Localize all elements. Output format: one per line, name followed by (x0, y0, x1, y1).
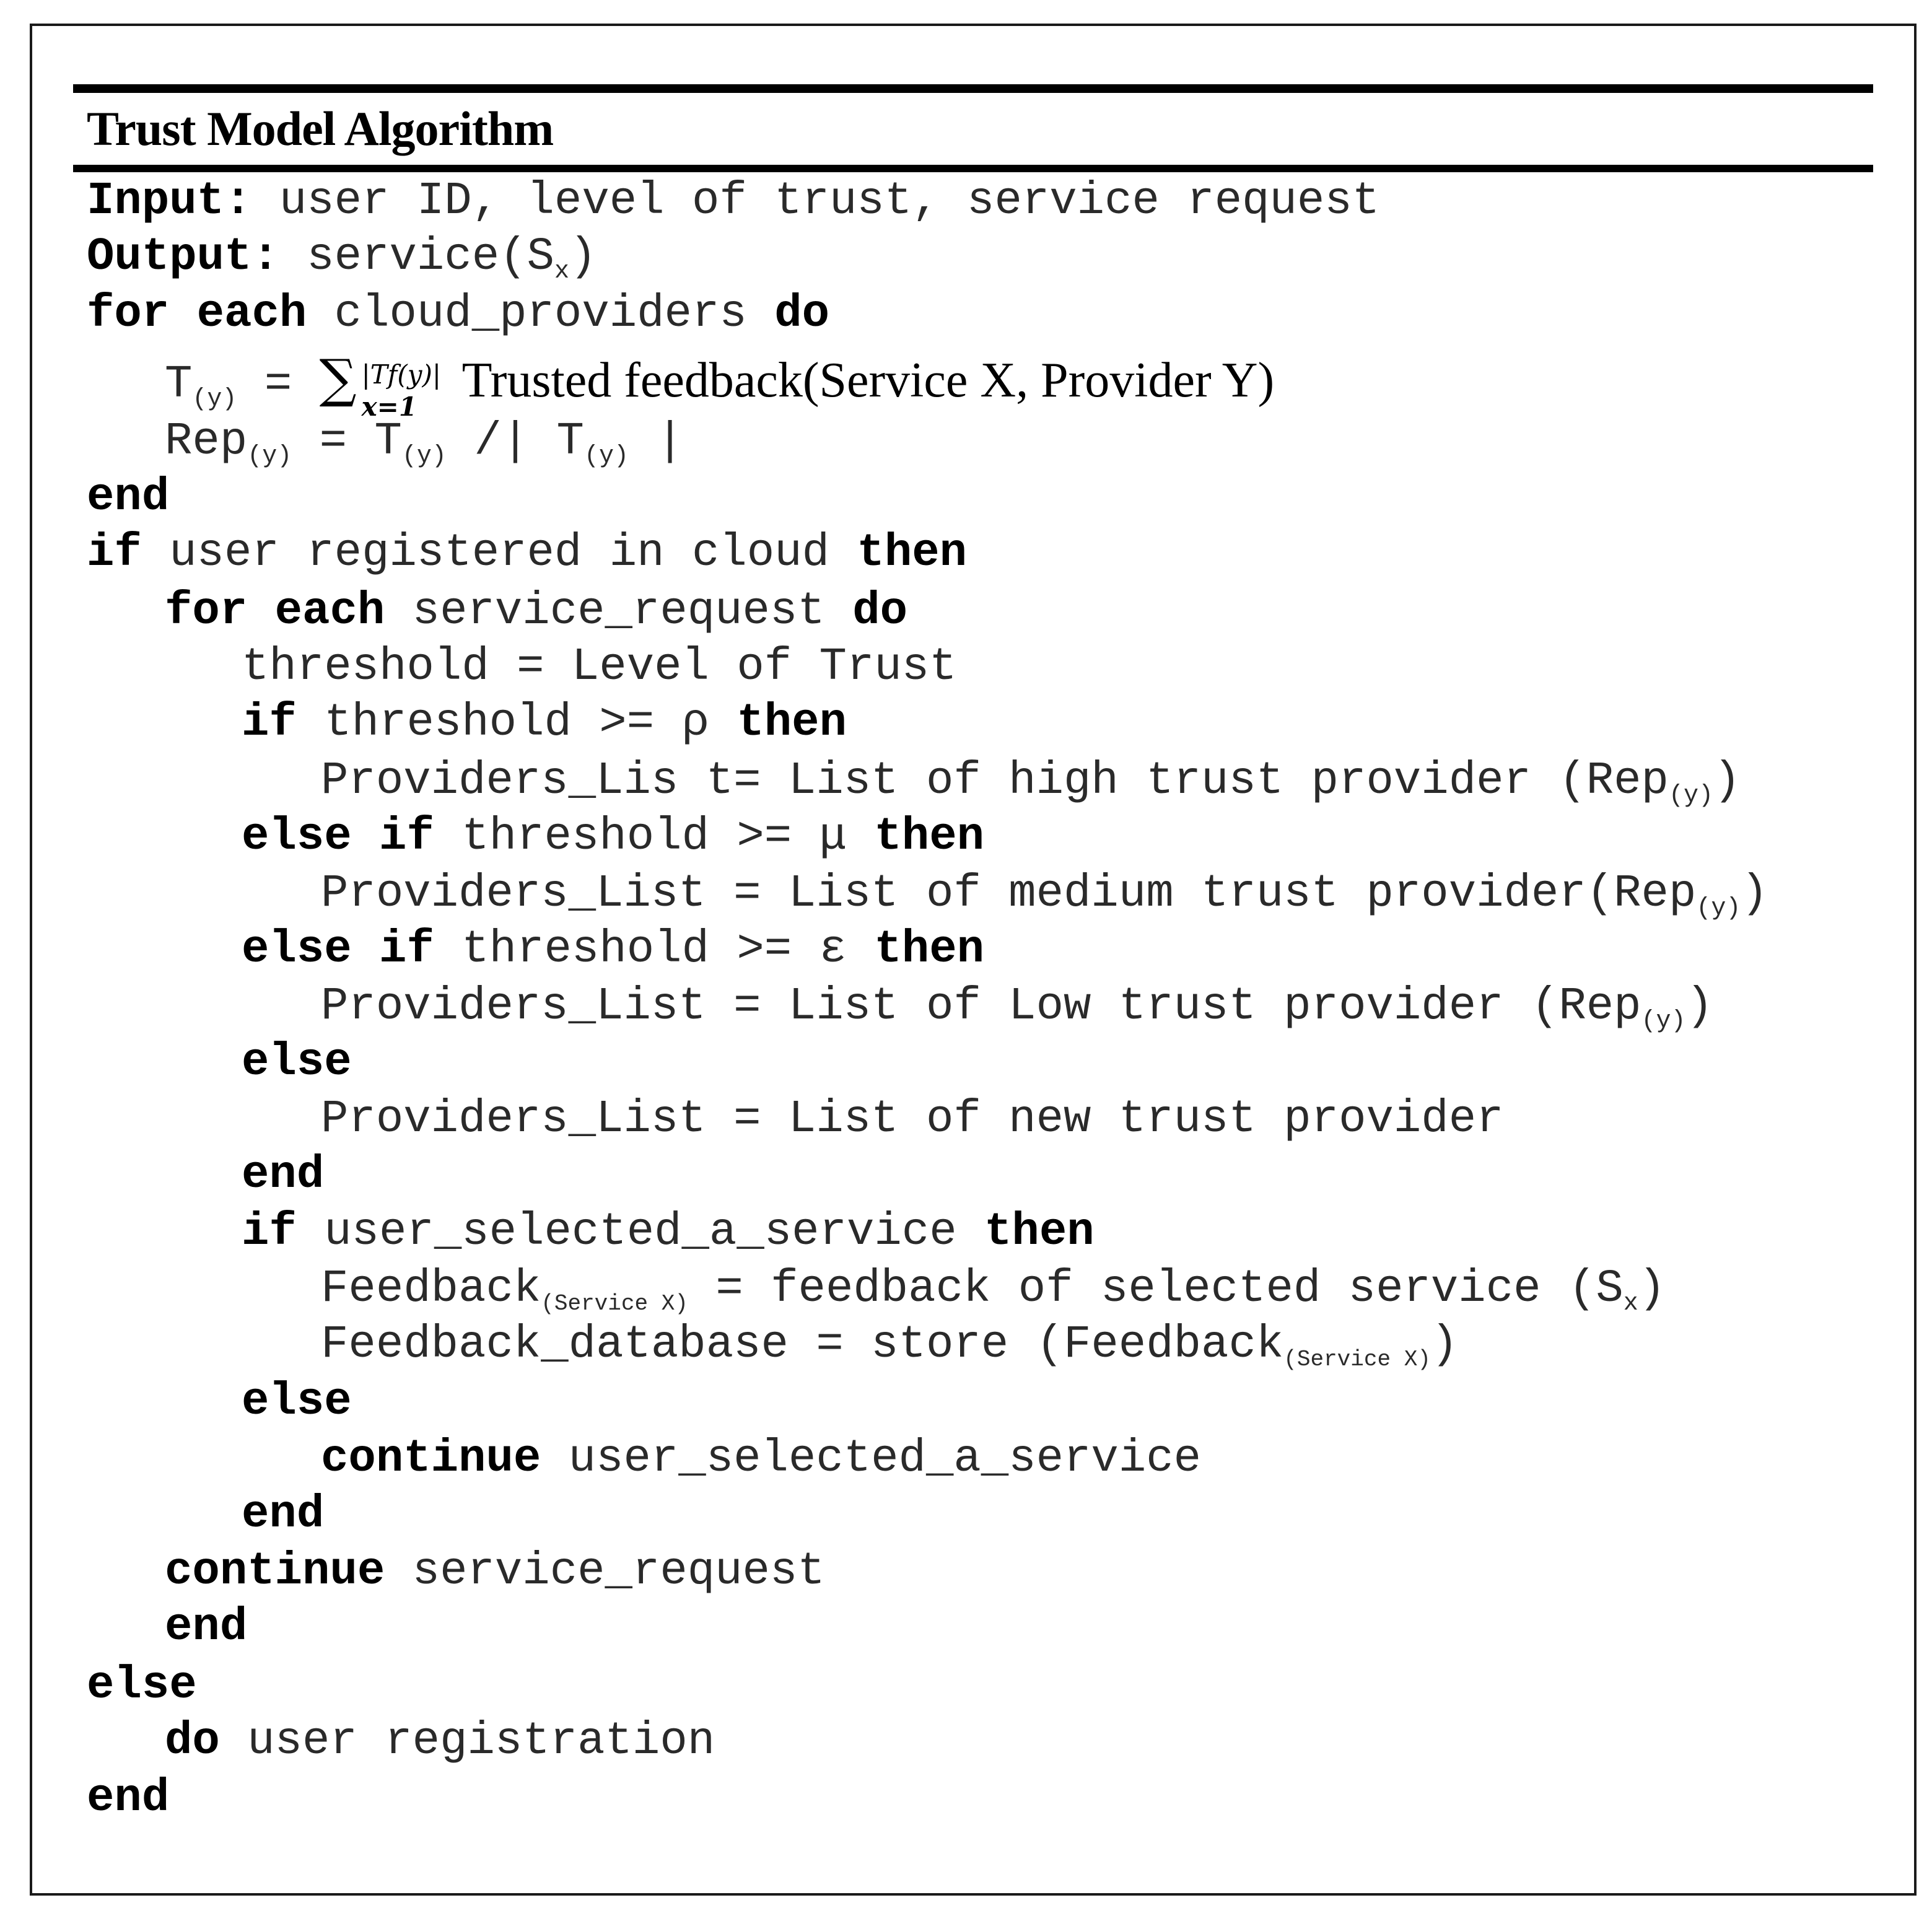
y-subscript: (y) (1668, 782, 1713, 810)
input-keyword: Input: (87, 175, 252, 227)
new-list-text: Providers_List = List of new trust provider (321, 1093, 1504, 1145)
else-keyword: else (87, 1660, 197, 1712)
list-close: ) (1685, 981, 1713, 1033)
registration-line (165, 1713, 715, 1769)
title-rule (73, 165, 1873, 172)
continue-selected-line (321, 1431, 1201, 1487)
do-keyword: do (852, 585, 908, 637)
medium-list-text: Providers_List = List of medium trust provider(Rep (321, 868, 1697, 920)
end-line (87, 470, 169, 525)
for-cloud-line (87, 286, 829, 342)
x-subscript: x (1623, 1290, 1638, 1318)
low-list-text: Providers_List = List of Low trust provider (Rep (321, 981, 1641, 1033)
end-line (242, 1147, 324, 1203)
y-subscript: (y) (247, 442, 292, 470)
if-keyword: if (242, 1206, 297, 1258)
continue-request-line (165, 1544, 825, 1599)
do-keyword: do (165, 1715, 220, 1767)
if-eps-text: threshold >= ε (434, 924, 875, 976)
sum-upper-limit: |Tf(y)| (361, 359, 441, 390)
y-subscript: (y) (584, 442, 629, 470)
else-if-eps-line (242, 922, 984, 978)
if-rho-line (242, 695, 847, 751)
if-user-text: user registered in cloud (141, 527, 857, 579)
y-subscript: (y) (1641, 1007, 1686, 1035)
end-keyword: end (165, 1601, 248, 1653)
input-line (87, 173, 1379, 229)
then-keyword: then (874, 924, 985, 976)
end-keyword: end (87, 1772, 170, 1824)
then-keyword: then (737, 697, 847, 749)
else-keyword: else (242, 1036, 352, 1088)
then-keyword: then (874, 811, 985, 863)
then-keyword: then (984, 1206, 1095, 1258)
rep-close: | (628, 416, 684, 468)
else-keyword: else (242, 1376, 352, 1428)
end-keyword: end (242, 1489, 325, 1541)
high-list-text: Providers_Lis t= List of high trust provider (Rep (321, 755, 1669, 807)
if-rho-text: threshold >= ρ (296, 697, 737, 749)
y-subscript: (y) (192, 385, 237, 413)
do-keyword: do (774, 288, 830, 340)
list-close: ) (1713, 755, 1741, 807)
if-selected-line (242, 1204, 1095, 1260)
for-service-line (165, 584, 907, 639)
rep-divide: /| T (446, 416, 584, 468)
list-close: ) (1430, 1319, 1459, 1371)
low-list-line (321, 979, 1713, 1049)
continue-keyword: continue (165, 1546, 385, 1598)
if-keyword: if (87, 527, 142, 579)
new-list-line (321, 1092, 1504, 1147)
for-cloud-text: cloud_providers (307, 288, 775, 340)
service-x-subscript: (Service X) (1283, 1347, 1431, 1372)
sum-limits (357, 351, 462, 422)
if-selected-text: user_selected_a_service (296, 1206, 985, 1258)
end-line (87, 1770, 169, 1826)
end-keyword: end (242, 1149, 325, 1201)
else-if-keyword: else if (242, 811, 434, 863)
sum-symbol: ∑ (319, 348, 357, 409)
else-if-keyword: else if (242, 924, 434, 976)
list-close: ) (1638, 1263, 1666, 1315)
y-subscript: (y) (1696, 895, 1741, 922)
sum-lower-limit: x=1 (361, 392, 417, 422)
t-lhs: T (165, 359, 193, 411)
for-each-keyword: for each (87, 288, 307, 340)
if-user-line (87, 525, 967, 581)
threshold-text: threshold = Level of Trust (242, 641, 957, 693)
rep-equals: = T (292, 416, 402, 468)
continue-keyword: continue (321, 1433, 541, 1485)
rep-formula-line (165, 414, 684, 484)
list-close: ) (1741, 868, 1768, 920)
if-keyword: if (242, 697, 297, 749)
end-keyword: end (87, 471, 170, 523)
service-x-subscript: (Service X) (541, 1291, 688, 1316)
for-service-text: service_request (385, 585, 853, 637)
end-line (165, 1599, 247, 1655)
else-line (87, 1658, 197, 1713)
feedback-db-text: Feedback_database = store (Feedback (321, 1319, 1284, 1371)
sum-expression: Trusted feedback(Service X, Provider Y) (461, 353, 1275, 408)
end-line (242, 1487, 324, 1542)
input-text: user ID, level of trust, service request (251, 175, 1380, 227)
else-line (242, 1374, 352, 1430)
output-text: service(S (279, 231, 554, 283)
then-keyword: then (857, 527, 968, 579)
feedback-lhs: Feedback (321, 1263, 541, 1315)
registration-text: user registration (219, 1715, 715, 1767)
output-keyword: Output: (87, 231, 279, 283)
feedback-rhs: = feedback of selected service (S (688, 1263, 1624, 1315)
rep-lhs: Rep (165, 416, 248, 468)
continue-selected-text: user_selected_a_service (541, 1433, 1202, 1485)
else-if-mu-line (242, 809, 984, 865)
top-rule (73, 84, 1873, 93)
threshold-line (242, 639, 957, 695)
algorithm-title: Trust Model Algorithm (87, 102, 554, 155)
output-subscript: x (554, 258, 569, 286)
y-subscript: (y) (401, 442, 447, 470)
feedback-db-line (321, 1317, 1458, 1388)
t-equals: = (237, 359, 320, 411)
else-line (242, 1035, 352, 1090)
output-close: ) (569, 231, 597, 283)
continue-request-text: service_request (385, 1546, 825, 1598)
if-mu-text: threshold >= μ (434, 811, 875, 863)
for-each-keyword: for each (165, 585, 385, 637)
